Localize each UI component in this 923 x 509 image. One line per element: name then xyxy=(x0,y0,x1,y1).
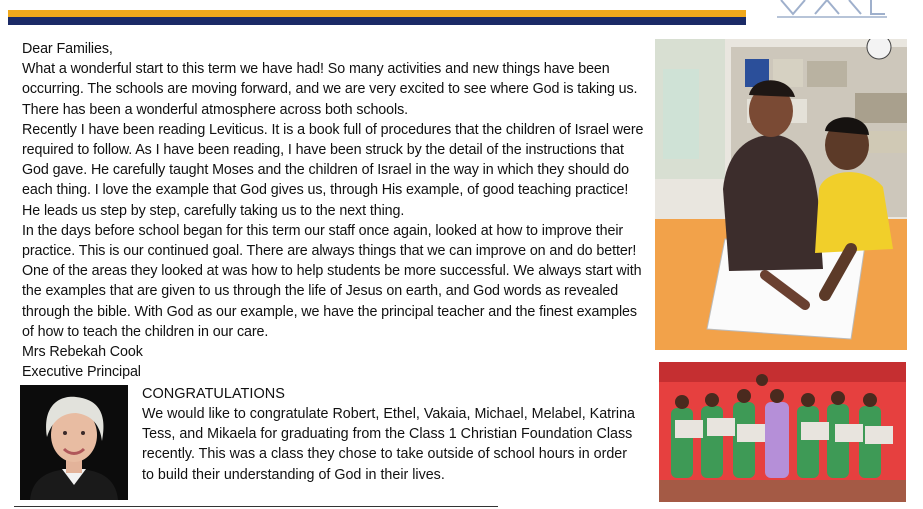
header-gold-bar xyxy=(8,10,746,17)
letter-paragraph: In the days before school began for this term our staff once again, looked at how to improve their practice. This is our continued goal. There are always things that we can improve on and do better! One of the areas they looked at was how to help students be more successful. We always start with the examples that are given to us through the life of Jesus on earth, and God words as revealed through the bible. With God as our example, we have the principal teacher and the finest examples of how to teach the children in our care. xyxy=(22,222,642,340)
footer-rule xyxy=(14,506,498,507)
letter-paragraph: What a wonderful start to this term we have had! So many activities and new things have been occurring. The schools are moving forward, and we are very excited to see where God is taking us. There has been a wonderful atmosphere across both schools. xyxy=(22,61,638,118)
principal-letter xyxy=(22,39,647,382)
signature-title: Executive Principal xyxy=(22,364,141,381)
letter-greeting: Dear Families, xyxy=(22,41,113,57)
graduation-photo xyxy=(659,362,906,502)
principal-portrait xyxy=(20,385,128,500)
congratulations-text: We would like to congratulate Robert, Ethel, Vakaia, Michael, Melabel, Katrina Tess, and Mikaela for graduating from the Class 1 Christian Foundation Class recently. This was a class they chose to take outside of school hours in order to build their understanding of God in their lives. xyxy=(142,406,635,483)
signature-name: Mrs Rebekah Cook xyxy=(22,344,143,361)
classroom-photo xyxy=(655,39,907,350)
letter-paragraph: Recently I have been reading Leviticus. It is a book full of procedures that the children of Israel were required to follow. As I have been reading, I have been struck by the detail of the instructions that God gave. He carefully taught Moses and the children of Israel in the way in which they should do each thing. I love the example that God gives us, through His example, of good teaching practice! He leads us step by step, carefully taking us to the next thing. xyxy=(22,121,644,219)
congratulations-heading: CONGRATULATIONS xyxy=(142,386,285,402)
header-navy-bar xyxy=(8,17,746,25)
school-logo-icon xyxy=(775,0,890,22)
